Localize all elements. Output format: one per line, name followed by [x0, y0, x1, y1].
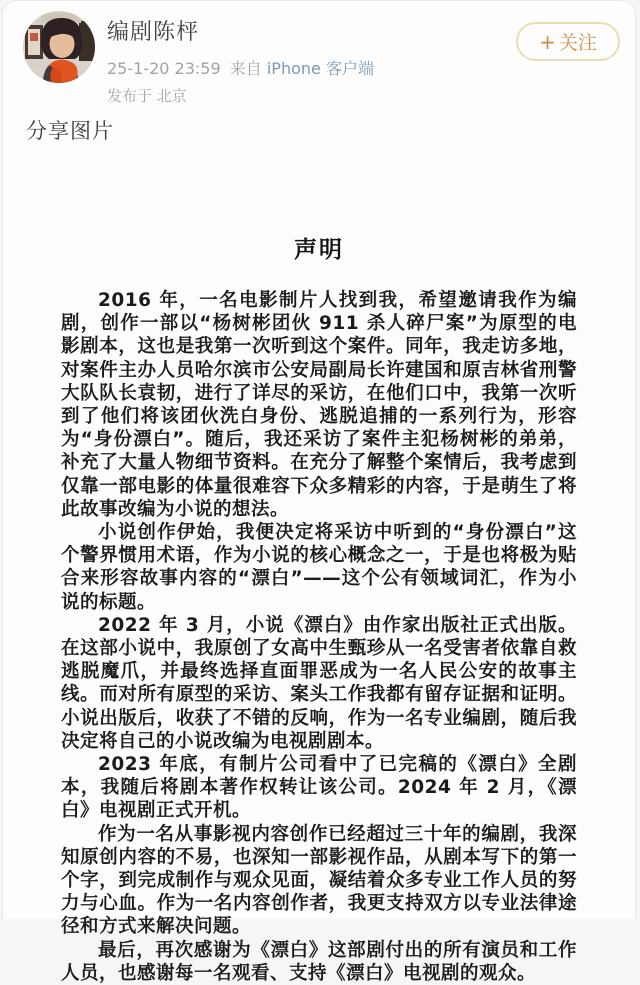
plus-icon: +	[539, 29, 556, 54]
post-text: 分享图片	[26, 119, 114, 143]
post-meta	[107, 56, 374, 79]
avatar[interactable]	[23, 11, 95, 83]
post-location: 发布于 北京	[107, 87, 187, 105]
follow-button[interactable]	[516, 22, 620, 61]
source-link[interactable]: iPhone 客户端	[266, 59, 374, 78]
source-prefix: 来自	[229, 59, 262, 78]
follow-label: 关注	[558, 32, 597, 54]
statement-paragraph: 小说创作伊始，我便决定将采访中听到的“身份漂白”这个警界惯用术语，作为小说的核心概念之一，于是也将极为贴合来形容故事内容的“漂白”——这个公有领域词汇，作为小说的标题。	[61, 522, 577, 613]
author-block	[107, 15, 374, 106]
author-name[interactable]: 编剧陈枰	[107, 20, 200, 45]
statement-body	[3, 289, 635, 985]
statement-paragraph: 2023 年底，有制片公司看中了已完稿的《漂白》全剧本，我随后将剧本著作权转让该公司。2024 年 2 月，《漂白》电视剧正式开机。	[61, 754, 577, 822]
statement-paragraph: 最后，再次感谢为《漂白》这部剧付出的所有演员和工作人员，也感谢每一名观看、支持《漂白》电视剧的观众。	[61, 939, 577, 984]
post-card	[2, 0, 636, 984]
statement-image[interactable]	[3, 238, 635, 985]
statement-paragraph: 作为一名从事影视内容创作已经超过三十年的编剧，我深知原创内容的不易，也深知一部影视作品，从剧本写下的第一个字，到完成制作与观众见面，凝结着众多专业工作人员的努力与心血。作为一名内容创作者，我更支持双方以专业法律途径和方式来解决问题。	[61, 823, 577, 938]
post-timestamp: 25-1-20 23:59	[107, 59, 221, 78]
statement-paragraph: 2022 年 3 月，小说《漂白》由作家出版社正式出版。在这部小说中，我原创了女高中生甄珍从一名受害者依靠自救逃脱魔爪，并最终选择直面罪恶成为一名人民公安的故事主线。而对所有原型的采访、案头工作我都有留存证据和证明。小说出版后，收获了不错的反响，作为一名专业编剧，随后我决定将自己的小说改编为电视剧剧本。	[61, 614, 577, 752]
post-header	[3, 1, 635, 109]
statement-title: 声明	[294, 237, 344, 263]
statement-paragraph: 2016 年，一名电影制片人找到我，希望邀请我作为编剧，创作一部以“杨树彬团伙 911 杀人碎尸案”为原型的电影剧本，这也是我第一次听到这个案件。同年，我走访多地，对案件主办人员哈尔滨市公安局副局长许建国和原吉林省刑警大队队长袁韧，进行了详尽的采访，在他们口中，我第一次听到了他们将该团伙洗白身份、逃脱追捕的一系列行为，形容为“身份漂白”。随后，我还采访了案件主犯杨树彬的弟弟，补充了大量人物细节资料。在充分了解整个案情后，我考虑到仅靠一部电影的体量很难容下众多精彩的内容，于是萌生了将此故事改编为小说的想法。	[61, 290, 577, 520]
avatar-image	[23, 11, 95, 83]
